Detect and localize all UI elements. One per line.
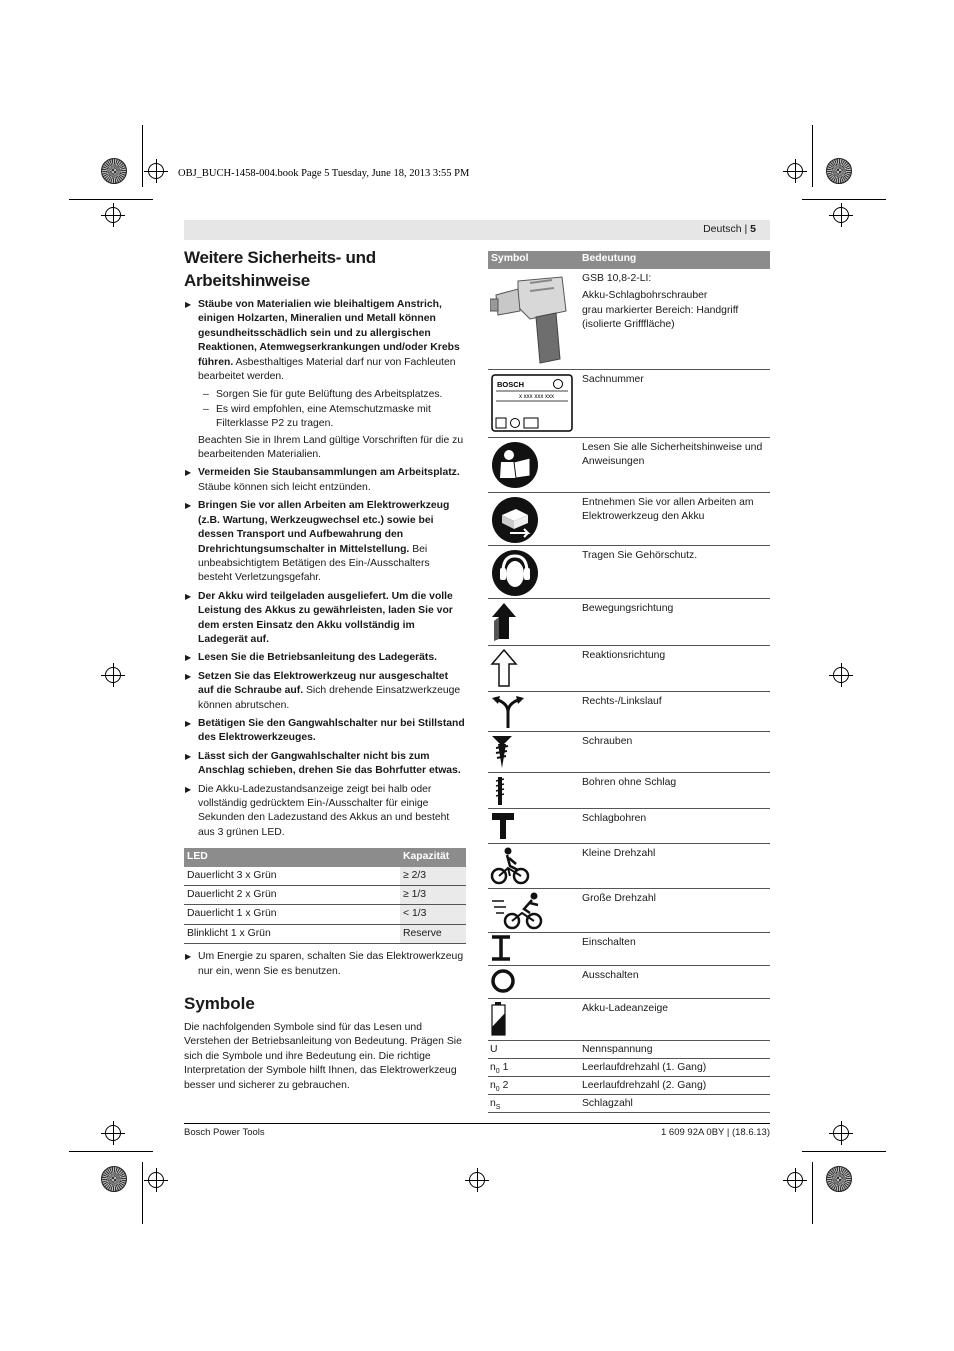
footer-docnumber: 1 609 92A 0BY | (18.6.13) (661, 1127, 770, 1138)
safety-item (184, 590, 466, 648)
meaning-cell: Ausschalten (582, 970, 639, 981)
symbol-cell (488, 732, 579, 772)
color-rosette-top-left (101, 158, 127, 184)
symbol-cell (488, 269, 579, 369)
meaning-cell: Rechts-/Linkslauf (582, 696, 662, 707)
power-on-icon (490, 935, 512, 961)
safety-item-bold: Vermeiden Sie Staubansammlungen am Arbeitsplatz. (198, 467, 460, 479)
symbol-cell (488, 1095, 579, 1112)
registration-mark (829, 203, 853, 227)
rotation-direction-icon (490, 694, 526, 728)
symbol-cell (488, 933, 579, 965)
symbol-cell (488, 1077, 579, 1094)
led-cell: Dauerlicht 2 x Grün (184, 886, 400, 905)
registration-mark (783, 1168, 807, 1192)
registration-mark (829, 663, 853, 687)
meaning-cell: Einschalten (582, 937, 636, 948)
meaning-cell: Akku-Ladeanzeige (582, 1003, 669, 1014)
print-imprint: OBJ_BUCH-1458-004.book Page 5 Tuesday, June 18, 2013 3:55 PM (178, 168, 470, 179)
safety-item-bold: Betätigen Sie den Gangwahlschalter nur bei Stillstand des Elektrowerkzeuges. (198, 717, 465, 744)
symbol-cell (488, 370, 579, 437)
table-row (488, 809, 770, 844)
battery-level-icon (490, 1001, 508, 1037)
registration-mark (144, 1168, 168, 1192)
arrow-outline-icon (490, 648, 518, 688)
table-row (488, 646, 770, 692)
safety-item-text: Stäube können sich leicht entzünden. (198, 481, 371, 493)
symbol-cell (488, 809, 579, 843)
led-col-header: LED (184, 848, 400, 866)
symbol-cell (488, 546, 579, 598)
table-row (488, 692, 770, 732)
meaning-cell: Sachnummer (582, 374, 644, 385)
capacity-cell: < 1/3 (400, 905, 466, 924)
speed-symbol-suffix: 1 (499, 1062, 509, 1073)
low-speed-cyclist-icon (490, 846, 530, 886)
model-name: GSB 10,8-2-LI: (582, 273, 652, 284)
led-cell: Blinklicht 1 x Grün (184, 924, 400, 943)
table-row (488, 1095, 770, 1113)
safety-item (184, 670, 466, 713)
section-title-safety: Weitere Sicherheits- und Arbeitshinweise (184, 248, 376, 290)
capacity-cell: ≥ 1/3 (400, 886, 466, 905)
symbol-cell (488, 889, 579, 932)
safety-item-text: Asbesthaltiges Material darf nur von Fachleuten bearbeitet werden. (198, 356, 456, 383)
table-row (488, 370, 770, 438)
symbol-table-header (488, 251, 770, 269)
meaning-cell: Reaktionsrichtung (582, 650, 666, 661)
crop-line (802, 199, 886, 200)
symbol-table (488, 251, 770, 1113)
meaning-cell: Leerlaufdrehzahl (1. Gang) (582, 1062, 707, 1073)
dash-item: – Sorgen Sie für gute Belüftung des Arbeitsplatzes. (184, 388, 466, 402)
registration-mark (144, 159, 168, 183)
safety-item (184, 298, 466, 384)
table-row (488, 773, 770, 809)
meaning-cell: Kleine Drehzahl (582, 848, 656, 859)
high-speed-cyclist-icon (490, 891, 546, 931)
dash-item: – Es wird empfohlen, eine Atemschutzmaske mit Filterklasse P2 zu tragen. (184, 403, 466, 432)
table-row (488, 493, 770, 546)
symbol-cell (488, 599, 579, 645)
power-off-icon (490, 968, 516, 994)
safety-item (184, 750, 466, 779)
symbol-cell (488, 1059, 579, 1076)
table-row (488, 732, 770, 773)
table-row (184, 886, 466, 905)
safety-item-bold: Stäube von Materialien wie bleihaltigem Anstrich, einigen Holzarten, Mineralien und Metall können gesundheitsschädlich sein und zu allergischen Reaktionen, Atemwegserkrankungen und/oder Krebs führen. (198, 299, 460, 368)
table-row (184, 905, 466, 924)
speed-symbol-base: n (490, 1062, 496, 1073)
symbol-cell (488, 1041, 579, 1058)
table-row (488, 889, 770, 933)
symbol-cell (488, 966, 579, 998)
table-row (488, 269, 770, 370)
symbol-cell (488, 999, 579, 1040)
safety-item-bold: Lesen Sie die Betriebsanleitung des Ladegeräts. (198, 652, 438, 664)
table-row (488, 844, 770, 889)
crop-line (802, 1151, 886, 1152)
info-item: ▶ Die Akku-Ladezustandsanzeige zeigt bei halb oder vollständig gedrücktem Ein-/Ausschalter für einige Sekunden den Ladezustand des Akkus an und besteht aus 3 grünen LED. (184, 783, 466, 841)
safety-item (184, 651, 466, 665)
symbol-col-header: Symbol (491, 253, 529, 264)
safety-item-bold: Setzen Sie das Elektrowerkzeug nur ausgeschaltet auf die Schraube auf. (198, 670, 449, 697)
led-table (184, 848, 466, 944)
meaning-cell: Entnehmen Sie vor allen Arbeiten am Elektrowerkzeug den Akku (582, 497, 754, 523)
drill-bit-icon (490, 775, 510, 807)
read-manual-icon (490, 440, 540, 490)
crop-line (812, 1162, 813, 1224)
impact-symbol-base: n (490, 1098, 496, 1109)
registration-mark (101, 203, 125, 227)
footer-rule (184, 1123, 770, 1124)
info-item: ▶ Um Energie zu sparen, schalten Sie das Elektrowerkzeug nur ein, wenn Sie es benutzen. (184, 950, 466, 979)
safety-item-text: Bei unbeabsichtigtem Betätigen des Ein-/Ausschalters besteht Verletzungsgefahr. (198, 543, 430, 584)
speed-symbol-suffix: 2 (499, 1080, 509, 1091)
table-row (488, 1077, 770, 1095)
capacity-col-header: Kapazität (400, 848, 466, 866)
table-row (488, 1041, 770, 1059)
screw-icon (490, 734, 514, 770)
meaning-cell: Nennspannung (582, 1044, 653, 1055)
symbol-cell (488, 692, 579, 731)
speed-symbol-base: n (490, 1080, 496, 1091)
table-row (488, 966, 770, 999)
footer-brand: Bosch Power Tools (184, 1127, 265, 1138)
safety-item-bold: Lässt sich der Gangwahlschalter nicht bis zum Anschlag schieben, drehen Sie das Bohrfutter etwas. (198, 750, 461, 777)
symbols-intro: Die nachfolgenden Symbole sind für das Lesen und Verstehen der Betriebsanleitung von Bedeutung. Prägen Sie sich die Symbole und ihre Bedeutung ein. Die richtige Interpretation der Symbole hilft Ihnen, das Elektrowerkzeug besser und sicherer zu gebrauchen. (184, 1022, 462, 1091)
hammer-drill-icon (490, 811, 516, 841)
ear-protection-icon (490, 548, 540, 598)
section-title-symbols: Symbole (184, 994, 255, 1014)
safety-item-bold: Der Akku wird teilgeladen ausgeliefert. Um die volle Leistung des Akkus zu gewährleisten, laden Sie vor dem ersten Einsatz den Akku vollständig im Ladegerät auf. (198, 590, 453, 645)
table-row (488, 1059, 770, 1077)
safety-item-text: Sich drehende Einsatzwerkzeuge können abrutschen. (198, 685, 461, 711)
led-cell: Dauerlicht 3 x Grün (184, 867, 400, 886)
meaning-cell: Bewegungsrichtung (582, 603, 674, 614)
table-row (488, 438, 770, 493)
color-rosette-top-right (826, 158, 852, 184)
drill-icon (490, 271, 572, 366)
table-row (488, 933, 770, 966)
page-header (184, 220, 770, 240)
color-rosette-bottom-right (826, 1166, 852, 1192)
meaning-cell: Schlagbohren (582, 813, 647, 824)
safety-item (184, 499, 466, 585)
registration-mark (829, 1121, 853, 1145)
safety-item-bold: Bringen Sie vor allen Arbeiten am Elektrowerkzeug (z.B. Wartung, Werkzeugwechsel etc.) sowie bei dessen Transport und Aufbewahrung den Drehrichtungsumschalter in Mittelstellung. (198, 500, 450, 555)
nameplate-number: x xxx xxx xxx (519, 394, 555, 400)
registration-mark (101, 663, 125, 687)
crop-line (69, 199, 153, 200)
nameplate-icon (490, 372, 574, 432)
speed-symbol-sub: 0 (495, 1086, 500, 1094)
safety-item-note: Beachten Sie in Ihrem Land gültige Vorschriften für die zu bearbeitenden Materialien. (198, 434, 464, 461)
meaning-cell: Schlagzahl (582, 1098, 633, 1109)
meaning-cell: Lesen Sie alle Sicherheitshinweise und Anweisungen (582, 442, 763, 468)
symbol-cell (488, 844, 579, 888)
registration-mark (101, 1121, 125, 1145)
left-column (184, 246, 466, 1093)
table-row (488, 546, 770, 599)
page-number: 5 (750, 223, 756, 235)
meaning-cell: Große Drehzahl (582, 893, 656, 904)
safety-item (184, 466, 466, 495)
symbol-cell (488, 438, 579, 492)
capacity-cell: Reserve (400, 924, 466, 943)
symbol-cell (488, 773, 579, 808)
crop-line (812, 125, 813, 187)
header-language: Deutsch (703, 223, 742, 235)
tool-type: Akku-Schlagbohrschrauber (582, 290, 708, 302)
table-row (488, 999, 770, 1041)
voltage-symbol: U (490, 1044, 498, 1055)
crop-line (142, 125, 143, 187)
nameplate-brand: BOSCH (497, 380, 525, 389)
meaning-cell: Leerlaufdrehzahl (2. Gang) (582, 1080, 707, 1091)
meaning-cell: Bohren ohne Schlag (582, 777, 677, 788)
meaning-col-header: Bedeutung (582, 253, 637, 264)
meaning-cell: Tragen Sie Gehörschutz. (582, 550, 698, 561)
remove-battery-icon (490, 495, 540, 545)
table-row (184, 867, 466, 886)
symbol-cell (488, 493, 579, 545)
speed-symbol-sub: 0 (495, 1068, 500, 1076)
capacity-cell: ≥ 2/3 (400, 867, 466, 886)
registration-mark (783, 159, 807, 183)
impact-symbol-sub: S (495, 1104, 501, 1112)
led-table-header (184, 848, 466, 866)
crop-line (69, 1151, 153, 1152)
safety-item (184, 717, 466, 746)
table-row (488, 599, 770, 646)
crop-line (142, 1162, 143, 1224)
header-separator: | (741, 223, 751, 235)
symbol-cell (488, 646, 579, 691)
meaning-cell: Schrauben (582, 736, 633, 747)
meaning-cell (579, 269, 770, 369)
table-row (184, 924, 466, 943)
handle-note: grau markierter Bereich: Handgriff (isolierte Grifffläche) (582, 304, 739, 331)
led-cell: Dauerlicht 1 x Grün (184, 905, 400, 924)
registration-mark (465, 1168, 489, 1192)
color-rosette-bottom-left (101, 1166, 127, 1192)
arrow-filled-icon (490, 601, 518, 641)
